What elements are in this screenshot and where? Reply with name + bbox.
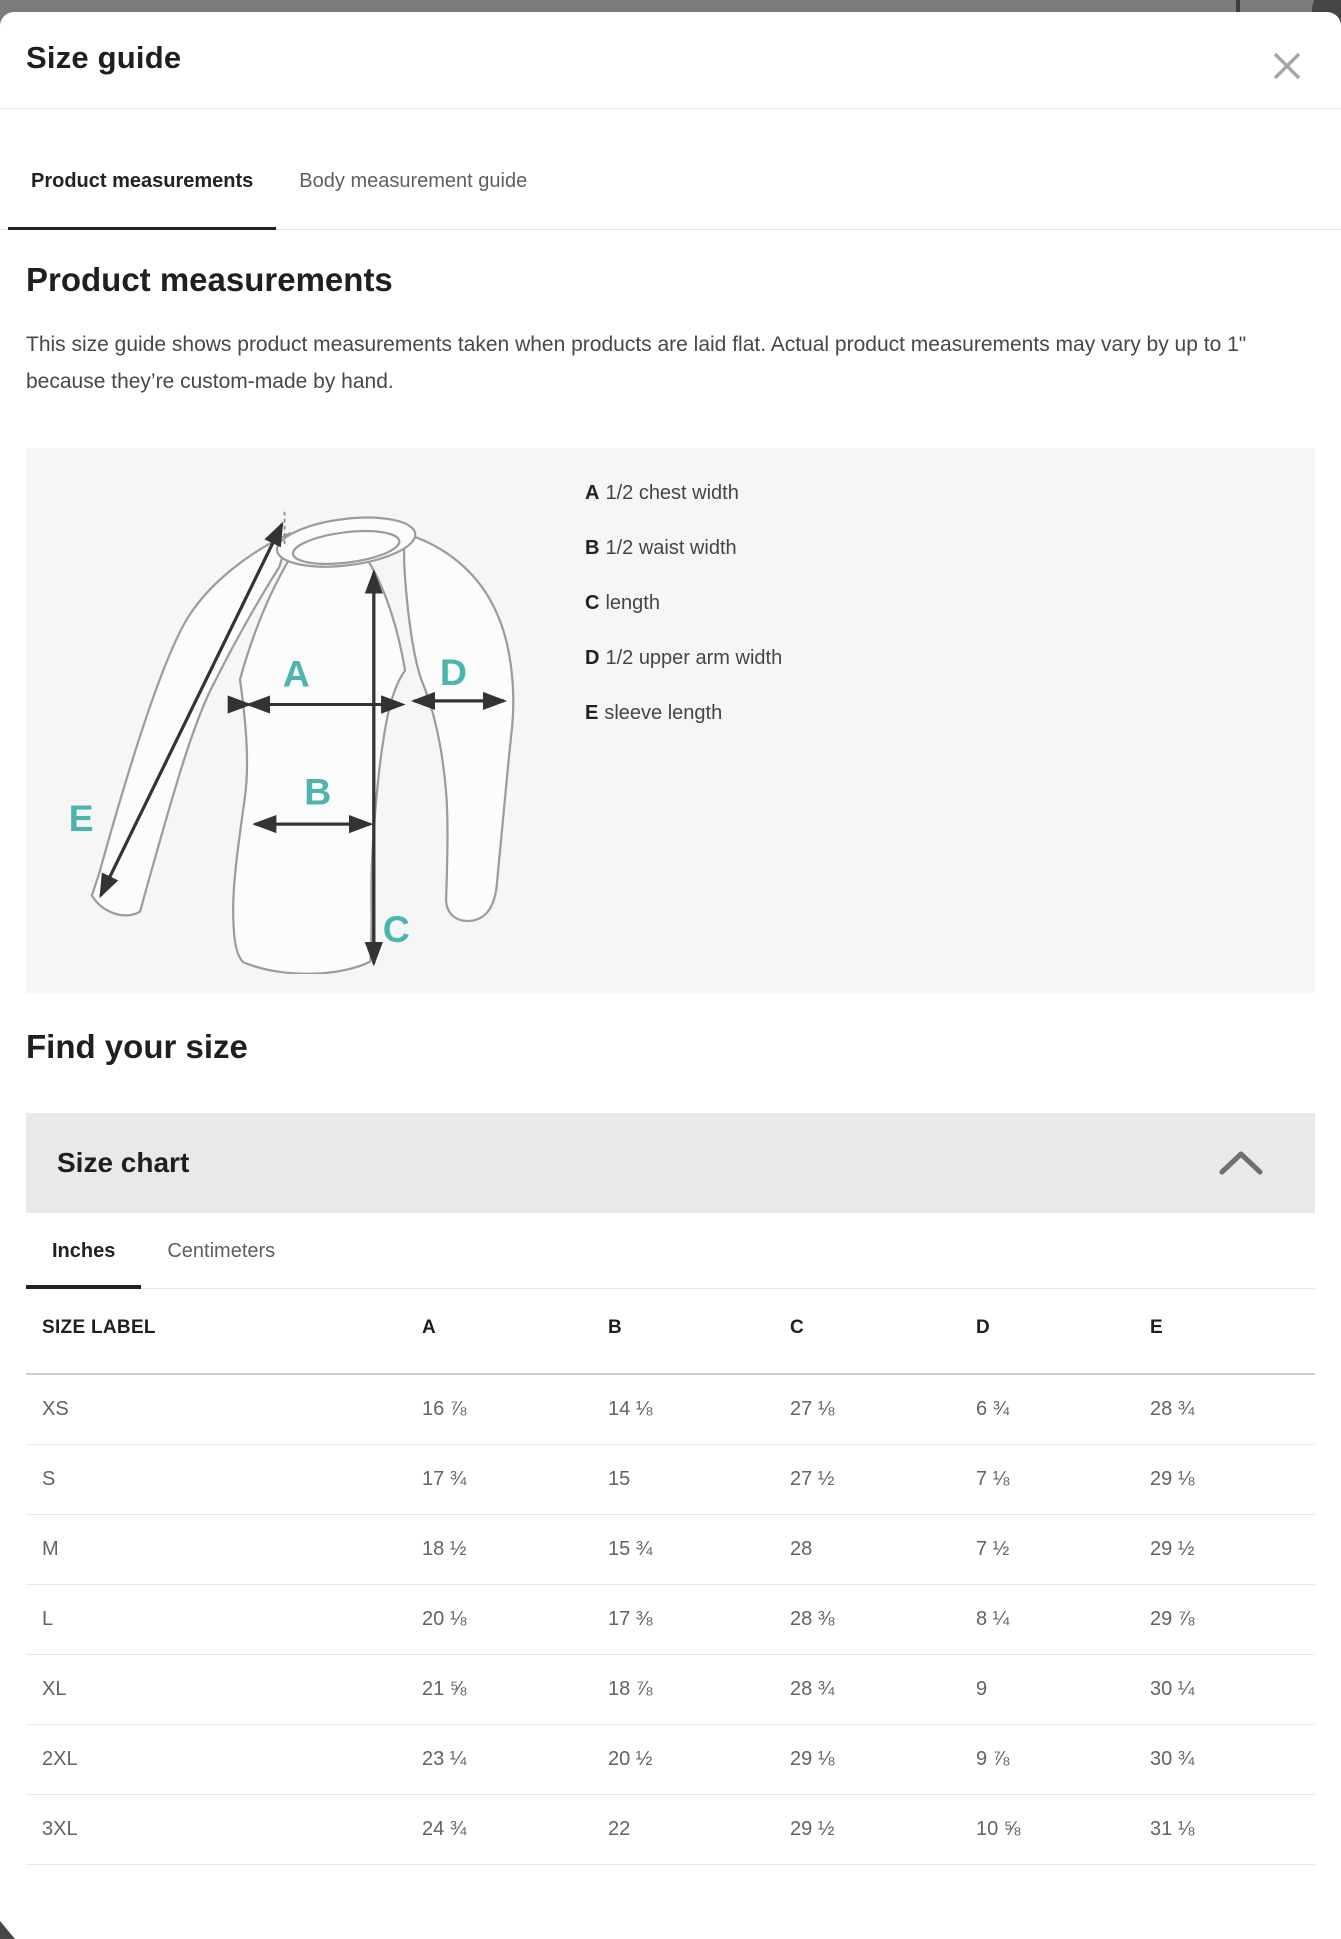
- size-label-cell: XS: [26, 1374, 422, 1445]
- size-label-cell: S: [26, 1445, 422, 1515]
- diagram-letter-e: E: [68, 797, 94, 840]
- tab-bar: [0, 133, 1341, 230]
- measurement-cell: 17 ⅜: [608, 1585, 790, 1655]
- measurement-cell: 7 ½: [976, 1515, 1150, 1585]
- legend-item: D 1/2 upper arm width: [585, 647, 783, 669]
- size-label-cell: 2XL: [26, 1725, 422, 1795]
- size-label-cell: XL: [26, 1655, 422, 1725]
- measurement-cell: 30 ¾: [1150, 1725, 1315, 1795]
- measurement-cell: 29 ½: [790, 1795, 976, 1865]
- size-label-cell: M: [26, 1515, 422, 1585]
- table-header-row: [26, 1289, 1315, 1374]
- measurement-cell: 7 ⅛: [976, 1445, 1150, 1515]
- legend-item: B 1/2 waist width: [585, 537, 737, 559]
- measurement-cell: 30 ¼: [1150, 1655, 1315, 1725]
- bottom-left-artifact: [0, 1921, 15, 1939]
- measurement-cell: 29 ⅞: [1150, 1585, 1315, 1655]
- legend-item: E sleeve length: [585, 702, 723, 724]
- diagram-letter-d: D: [439, 650, 467, 693]
- section-description: This size guide shows product measurements taken when products are laid flat. Actual product measurements may vary by up to 1" because they’re custom-made by hand.: [26, 333, 1247, 393]
- measurement-cell: 9: [976, 1655, 1150, 1725]
- table-row: [26, 1374, 1315, 1445]
- size-chart-title: Size chart: [57, 1147, 190, 1178]
- size-label-cell: L: [26, 1585, 422, 1655]
- find-your-size-heading: Find your size: [26, 1028, 248, 1065]
- size-chart-toggle[interactable]: [26, 1113, 1315, 1213]
- close-icon: [1271, 50, 1303, 82]
- shirt-body: [233, 544, 405, 974]
- measurement-cell: 15 ¾: [608, 1515, 790, 1585]
- shirt-right-sleeve: [404, 533, 513, 921]
- column-header-d: D: [976, 1289, 1150, 1374]
- diagram-letter-c: C: [382, 907, 410, 950]
- measurement-cell: 24 ¾: [422, 1795, 608, 1865]
- section-heading: Product measurements: [26, 261, 393, 298]
- measurement-cell: 28 ⅜: [790, 1585, 976, 1655]
- measurement-cell: 29 ½: [1150, 1515, 1315, 1585]
- measurement-cell: 20 ⅛: [422, 1585, 608, 1655]
- table-row: [26, 1655, 1315, 1725]
- measurement-cell: 14 ⅛: [608, 1374, 790, 1445]
- measurement-cell: 29 ⅛: [790, 1725, 976, 1795]
- legend-item: A 1/2 chest width: [585, 482, 739, 504]
- chevron-up-icon: [1217, 1150, 1265, 1176]
- measurement-cell: 10 ⅝: [976, 1795, 1150, 1865]
- measurement-cell: 18 ½: [422, 1515, 608, 1585]
- modal-content: [0, 260, 1341, 1865]
- diagram-letter-b: B: [304, 770, 332, 813]
- column-header-e: E: [1150, 1289, 1315, 1374]
- measurement-cell: 18 ⅞: [608, 1655, 790, 1725]
- measurement-cell: 6 ¾: [976, 1374, 1150, 1445]
- measurement-cell: 29 ⅛: [1150, 1445, 1315, 1515]
- measurement-cell: 9 ⅞: [976, 1725, 1150, 1795]
- measurement-cell: 27 ⅛: [790, 1374, 976, 1445]
- column-header-size-label: SIZE LABEL: [26, 1289, 422, 1374]
- tab-centimeters[interactable]: Centimeters: [167, 1240, 276, 1262]
- table-row: [26, 1445, 1315, 1515]
- diagram-letter-a: A: [282, 652, 310, 695]
- measurement-cell: 31 ⅛: [1150, 1795, 1315, 1865]
- measurement-cell: 28: [790, 1515, 976, 1585]
- measurement-cell: 16 ⅞: [422, 1374, 608, 1445]
- table-row: [26, 1725, 1315, 1795]
- measurement-cell: 8 ¼: [976, 1585, 1150, 1655]
- tab-product-measurements[interactable]: Product measurements: [8, 133, 276, 230]
- size-label-cell: 3XL: [26, 1795, 422, 1865]
- legend-item: C length: [585, 592, 660, 614]
- size-chart-table: [26, 1289, 1315, 1865]
- measurement-cell: 28 ¾: [1150, 1374, 1315, 1445]
- shirt-illustration: [56, 510, 556, 979]
- tab-inches[interactable]: Inches: [26, 1239, 141, 1289]
- measurement-cell: 22: [608, 1795, 790, 1865]
- measurement-cell: 17 ¾: [422, 1445, 608, 1515]
- measurement-diagram: [26, 448, 1315, 993]
- measurement-cell: 20 ½: [608, 1725, 790, 1795]
- measurement-cell: 28 ¾: [790, 1655, 976, 1725]
- column-header-b: B: [608, 1289, 790, 1374]
- column-header-c: C: [790, 1289, 976, 1374]
- close-button[interactable]: [1265, 44, 1309, 88]
- table-row: [26, 1795, 1315, 1865]
- measurement-cell: 23 ¼: [422, 1725, 608, 1795]
- table-row: [26, 1585, 1315, 1655]
- size-guide-modal: [0, 12, 1341, 1939]
- diagram-legend: [585, 482, 782, 757]
- unit-tab-bar: [26, 1213, 1315, 1289]
- tab-body-measurement-guide[interactable]: Body measurement guide: [299, 170, 528, 192]
- measurement-cell: 21 ⅝: [422, 1655, 608, 1725]
- measurement-cell: 15: [608, 1445, 790, 1515]
- measurement-cell: 27 ½: [790, 1445, 976, 1515]
- modal-header: [0, 12, 1341, 109]
- size-table-body: [26, 1374, 1315, 1865]
- table-row: [26, 1515, 1315, 1585]
- page-title: Size guide: [26, 40, 182, 75]
- column-header-a: A: [422, 1289, 608, 1374]
